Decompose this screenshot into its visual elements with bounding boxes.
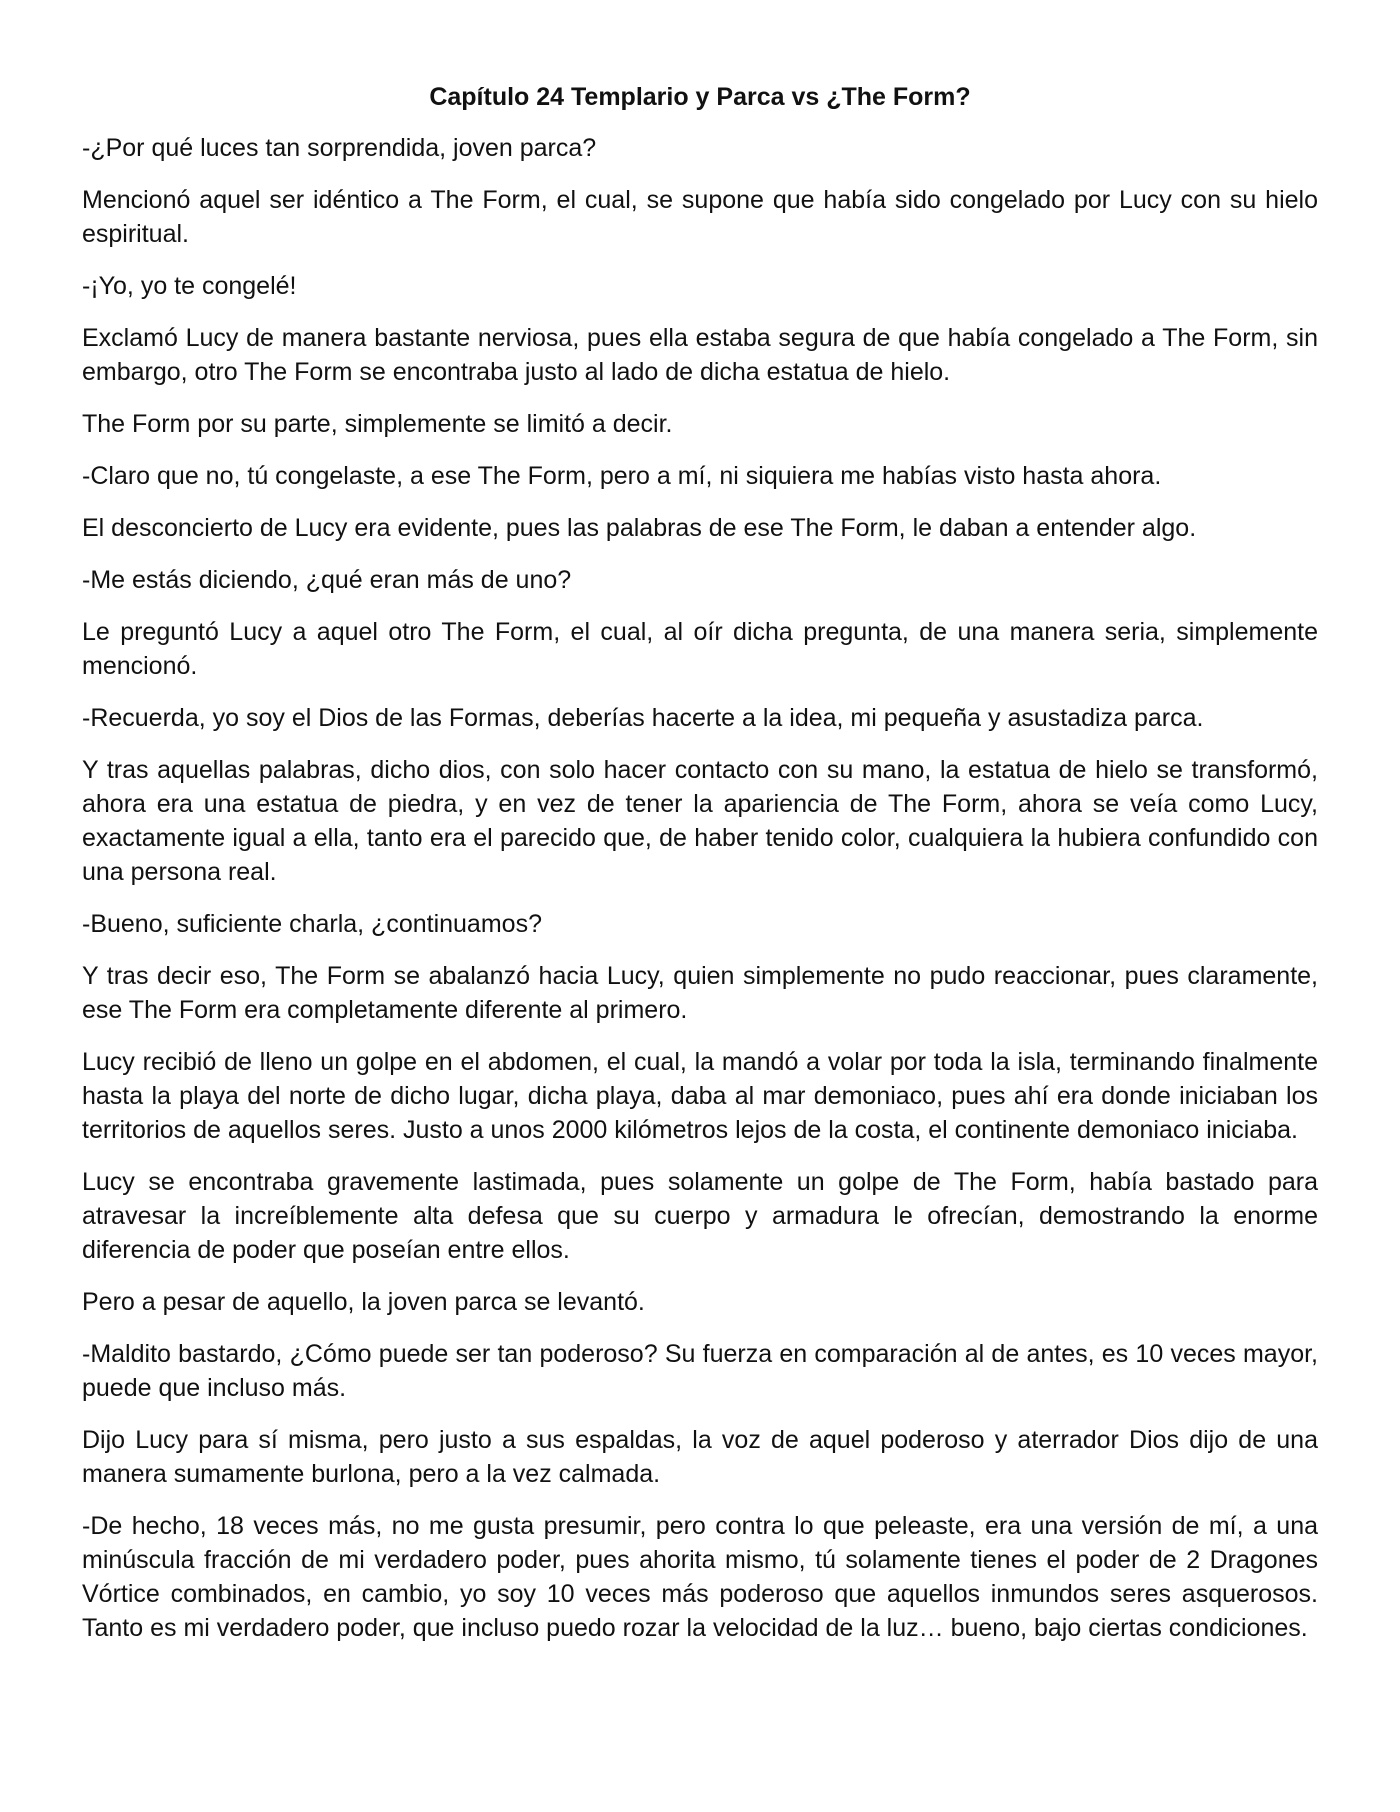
paragraph: -Bueno, suficiente charla, ¿continuamos? [82,910,542,938]
paragraph: -Maldito bastardo, ¿Cómo puede ser tan poderoso? Su fuerza en comparación al de antes, es 10 veces mayor, puede que incluso más. [82,1340,1318,1402]
document-page [82,80,1318,1663]
paragraph: -¡Yo, yo te congelé! [82,272,297,300]
paragraph: Le preguntó Lucy a aquel otro The Form, el cual, al oír dicha pregunta, de una manera seria, simplemente mencionó. [82,618,1318,680]
paragraph: Mencionó aquel ser idéntico a The Form, el cual, se supone que había sido congelado por Lucy con su hielo espiritual. [82,186,1318,248]
paragraph: -¿Por qué luces tan sorprendida, joven parca? [82,134,597,162]
paragraph: Dijo Lucy para sí misma, pero justo a sus espaldas, la voz de aquel poderoso y aterrador Dios dijo de una manera sumamente burlona, pero a la vez calmada. [82,1426,1318,1488]
paragraph: Exclamó Lucy de manera bastante nerviosa, pues ella estaba segura de que había congelado a The Form, sin embargo, otro The Form se encontraba justo al lado de dicha estatua de hielo. [82,324,1318,386]
paragraph: Lucy se encontraba gravemente lastimada, pues solamente un golpe de The Form, había bastado para atravesar la increíblemente alta defesa que su cuerpo y armadura le ofrecían, demostrando la enorme diferencia de poder que poseían entre ellos. [82,1168,1318,1264]
paragraph: El desconcierto de Lucy era evidente, pues las palabras de ese The Form, le daban a entender algo. [82,514,1197,542]
paragraph: -Recuerda, yo soy el Dios de las Formas, deberías hacerte a la idea, mi pequeña y asustadiza parca. [82,704,1204,732]
paragraph: Y tras aquellas palabras, dicho dios, con solo hacer contacto con su mano, la estatua de hielo se transformó, ahora era una estatua de piedra, y en vez de tener la apariencia de The Form, ahora se veía como Lucy, exactamente igual a ella, tanto era el parecido que, de haber tenido color, cualquiera la hubiera confundido con una persona real. [82,756,1318,886]
paragraph: Lucy recibió de lleno un golpe en el abdomen, el cual, la mandó a volar por toda la isla, terminando finalmente hasta la playa del norte de dicho lugar, dicha playa, daba al mar demoniaco, pues ahí era donde iniciaban los territorios de aquellos seres. Justo a unos 2000 kilómetros lejos de la costa, el continente demoniaco iniciaba. [82,1048,1318,1144]
paragraph: -Claro que no, tú congelaste, a ese The Form, pero a mí, ni siquiera me habías visto hasta ahora. [82,462,1162,490]
paragraph: The Form por su parte, simplemente se limitó a decir. [82,410,673,438]
chapter-title: Capítulo 24 Templario y Parca vs ¿The Form? [429,83,971,111]
paragraph: Pero a pesar de aquello, la joven parca se levantó. [82,1288,645,1316]
paragraph: Y tras decir eso, The Form se abalanzó hacia Lucy, quien simplemente no pudo reaccionar, pues claramente, ese The Form era completamente diferente al primero. [82,962,1318,1024]
paragraph: -De hecho, 18 veces más, no me gusta presumir, pero contra lo que peleaste, era una versión de mí, a una minúscula fracción de mi verdadero poder, pues ahorita mismo, tú solamente tienes el poder de 2 Dragones Vórtice combinados, en cambio, yo soy 10 veces más poderoso que aquellos inmundos seres asquerosos. Tanto es mi verdadero poder, que incluso puedo rozar la velocidad de la luz… bueno, bajo ciertas condiciones. [82,1512,1318,1642]
paragraph: -Me estás diciendo, ¿qué eran más de uno? [82,566,572,594]
